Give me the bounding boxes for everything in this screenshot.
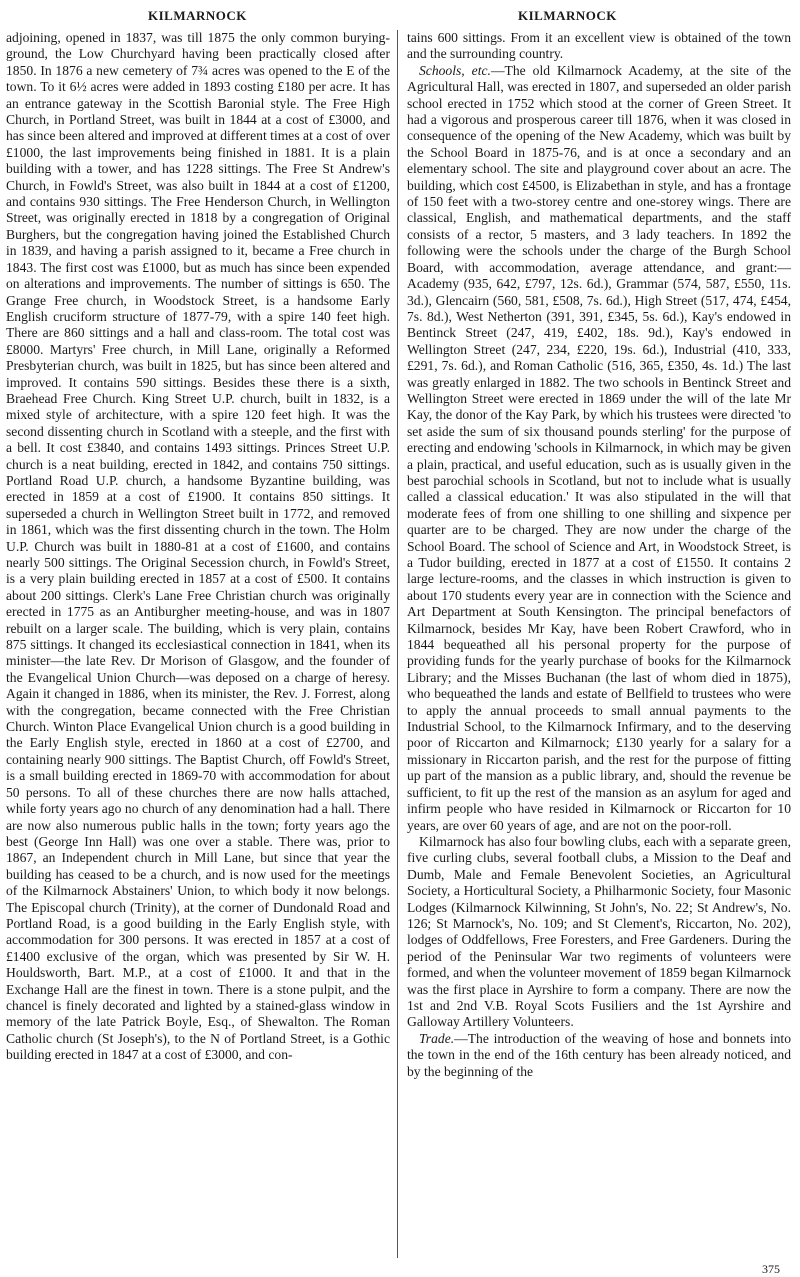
schools-paragraph — [407, 63, 791, 834]
trade-paragraph — [407, 1031, 791, 1080]
running-header-right: KILMARNOCK — [518, 8, 617, 23]
left-column-paragraph: adjoining, opened in 1837, was till 1875 the only common burying-ground, the Low Churchyard having been practically closed after 1850. In 1876 a new cemetery of 7¾ acres was opened to the E of the town. To it 6½ acres were added in 1893 costing £180 per acre. It has an entrance gateway in the Scottish Baronial style. The Free High Church, in Portland Street, was built in 1844 at a cost of £3000, and has since been altered and improved at different times at a cost of over £1000, the last improvements being finished in 1881. It is a plain building with a tower, and has 1228 sittings. The Free St Andrew's Church, in Fowld's Street, was also built in 1844 at a cost of £1200, and contains 930 sittings. The Free Henderson Church, in Wellington Street, was originally erected in 1818 by a congregation of Original Burghers, but the congregation having joined the Established Church in 1839, and having a parish assigned to it, became a Free church in 1843. The first cost was £1000, but as much has since been expended on alterations and improvements. The number of sittings is 650. The Grange Free church, in Woodstock Street, is a handsome Early English cruciform structure of 1877-79, with a spire 140 feet high. There are 860 sittings and a hall and class-room. The total cost was £8000. Martyrs' Free church, in Mill Lane, originally a Reformed Presbyterian church, was built in 1825, but has since been altered and improved. It contains 590 sittings. Besides these there is a sixth, Braehead Free Church. King Street U.P. church, built in 1832, is a mixed style of architecture, with a spire 120 feet high. It was the second dissenting church in Scotland with a steeple, and the first with a bell. It cost £3840, and contains 1493 sittings. Princes Street U.P. church is a neat building, erected in 1842, and contains 750 sittings. Portland Road U.P. church, a handsome Byzantine building, was erected in 1859 at a cost of £1900. It contains 850 sittings. It superseded a church in Wellington Street built in 1772, and removed in 1861, which was the first dissenting church in the town. The Holm U.P. Church was built in 1880-81 at a cost of £1600, and contains nearly 500 sittings. The Original Secession church, in Fowld's Street, is a very plain building erected in 1857 at a cost of £500. It contains about 200 sittings. Clerk's Lane Free Christian church was originally erected in 1775 as an Antiburgher meeting-house, and was in 1807 rebuilt on a larger scale. The building, which is very plain, contains 875 sittings. It changed its ecclesiastical connection in 1841, when its minister—the late Rev. Dr Morison of Glasgow, and the founder of the Evangelical Union Church—was deposed on a charge of heresy. Again it changed in 1886, when its minister, the Rev. J. Forrest, along with the congregation, became connected with the Free Christian Church. Winton Place Evangelical Union church is a good building in the Early English style, erected in 1860 at a cost of £2700, and containing nearly 900 sittings. The Baptist Church, off Fowld's Street, is a small building erected in 1869-70 with accommodation for about 50 persons. To all of these churches there are now halls attached, while forty years ago no church of any denomination had a hall. There are now also numerous public halls in the town; forty years ago the best (George Inn Hall) was one over a stable. There was, prior to 1867, an Independent church in Mill Lane, but since that year the building has ceased to be a church, and is now used for the meetings of the Kilmarnock Abstainers' Union, to which body it now belongs. The Episcopal church (Trinity), at the corner of Dundonald Road and Portland Road, is a good building in the Early English style, with accommodation for 300 persons. It was erected in 1857 at a cost of £1400 exclusive of the organ, which was presented by Sir W. H. Houldsworth, Bart. M.P., at a cost of £1000. It and that in the Exchange Hall are the finest in town. There is a stone pulpit, and the chancel is finely decorated and lighted by a stained-glass window in memory of the late Patrick Boyle, Esq., of Shewalton. The Roman Catholic church (St Joseph's), to the N of Portland Street, is a Gothic building erected in 1847 at a cost of £3000, and con- — [6, 30, 390, 1063]
schools-runin-heading: Schools, etc. — [419, 62, 491, 78]
societies-paragraph: Kilmarnock has also four bowling clubs, each with a separate green, five curling clubs, several football clubs, a Mission to the Deaf and Dumb, Male and Female Benevolent Societies, an Agricultural Society, a Horticultural Society, a Philharmonic Society, four Masonic Lodges (Kilmarnock Kilwinning, St John's, No. 22; St Andrew's, No. 126; St Marnock's, No. 109; and St Clement's, Riccarton, No. 202), lodges of Oddfellows, Free Foresters, and Free Gardeners. During the period of the Peninsular War two regiments of volunteers were formed, and when the volunteer movement of 1859 began Kilmarnock was the first place in Ayrshire to form a company. There are now the 1st and 2nd V.B. Royal Scots Fusiliers and the 1st Ayrshire and Galloway Artillery Volunteers. — [407, 833, 791, 1030]
trade-runin-heading: Trade. — [419, 1030, 455, 1046]
schools-paragraph-text: —The old Kilmarnock Academy, at the site of the Agricultural Hall, was erected in 1807, and superseded an older parish school erected in 1752 which stood at the corner of Green Street. It had a vigorous and prosperous career till 1876, when it was closed in consequence of the opening of the New Academy, which was built by the School Board in 1875-76, and is at once a secondary and an elementary school. The site and playground cover about an acre. The building, which cost £4500, is Elizabethan in style, and has a frontage of 150 feet with a two-storey centre and one-storey wings. There are classical, English, and mathematical departments, and the staff consists of a rector, 5 masters, and 3 lady teachers. In 1892 the following were the schools under the charge of the Burgh School Board, with accommodation, average attendance, and grant:—Academy (935, 642, £797, 12s. 6d.), Grammar (574, 587, £550, 11s. 3d.), Glencairn (560, 581, £508, 7s. 6d.), High Street (517, 474, £454, 7s. 8d.), West Netherton (391, 391, £345, 5s. 6d.), Kay's endowed in Bentinck Street (247, 419, £402, 18s. 9d.), Kay's endowed in Wellington Street (247, 234, £220, 19s. 6d.), Industrial (410, 333, £291, 7s. 6d.), and Roman Catholic (516, 365, £350, 4s. 1d.) The last was greatly enlarged in 1882. The two schools in Bentinck Street and Wellington Street were erected in 1869 under the will of the late Mr Kay, the donor of the Kay Park, by which his trustees were directed 'to set aside the sum of six thousand pounds sterling' for the purpose of erecting and endowing 'schools in Kilmarnock, in which may be given a plain, practical, and useful education, such as is usually given in the best parochial schools in Scotland, but not to include what is usually called a classical education.' It was also stipulated in the will that moderate fees of from one shilling to one shilling and sixpence per quarter are to be charged. They are now under the charge of the School Board. The school of Science and Art, in Woodstock Street, is a Tudor building, erected in 1877 at a cost of £1550. It contains 2 large lecture-rooms, and the classes in which instruction is given to about 170 students every year are in connection with the Science and Art Department at South Kensington. The principal benefactors of Kilmarnock, besides Mr Kay, have been Robert Crawford, who in 1844 bequeathed all his personal property for the purpose of providing funds for the yearly purchase of books for the Kilmarnock Library; and the Misses Buchanan (the last of whom died in 1875), who bequeathed the lands and estate of Bellfield to trustees who were to apply the annual proceeds to small annual payments to the Industrial School, to the Kilmarnock Infirmary, and to the deserving poor of Riccarton and Kilmarnock; £130 yearly for a salary for a missionary in Riccarton parish, and the rest for the purpose of fitting up part of the mansion as a public library, and, should the revenue be sufficient, to fit up the rest of the mansion as an asylum for aged and infirm people who have resided in Kilmarnock or Riccarton for 10 years, are over 60 years of age, and are not on the poor-roll. — [407, 62, 792, 833]
running-header-left: KILMARNOCK — [148, 8, 247, 23]
right-column-paragraph-continuation: tains 600 sittings. From it an excellent view is obtained of the town and the surrounding country. — [407, 30, 791, 62]
right-column — [407, 30, 791, 1080]
left-column — [6, 30, 390, 1064]
page-number: 375 — [762, 1262, 780, 1276]
trade-paragraph-text: —The introduction of the weaving of hose and bonnets into the town in the end of the 16th century has been already noticed, and by the beginning of the — [407, 1030, 791, 1079]
column-divider — [397, 30, 398, 1258]
